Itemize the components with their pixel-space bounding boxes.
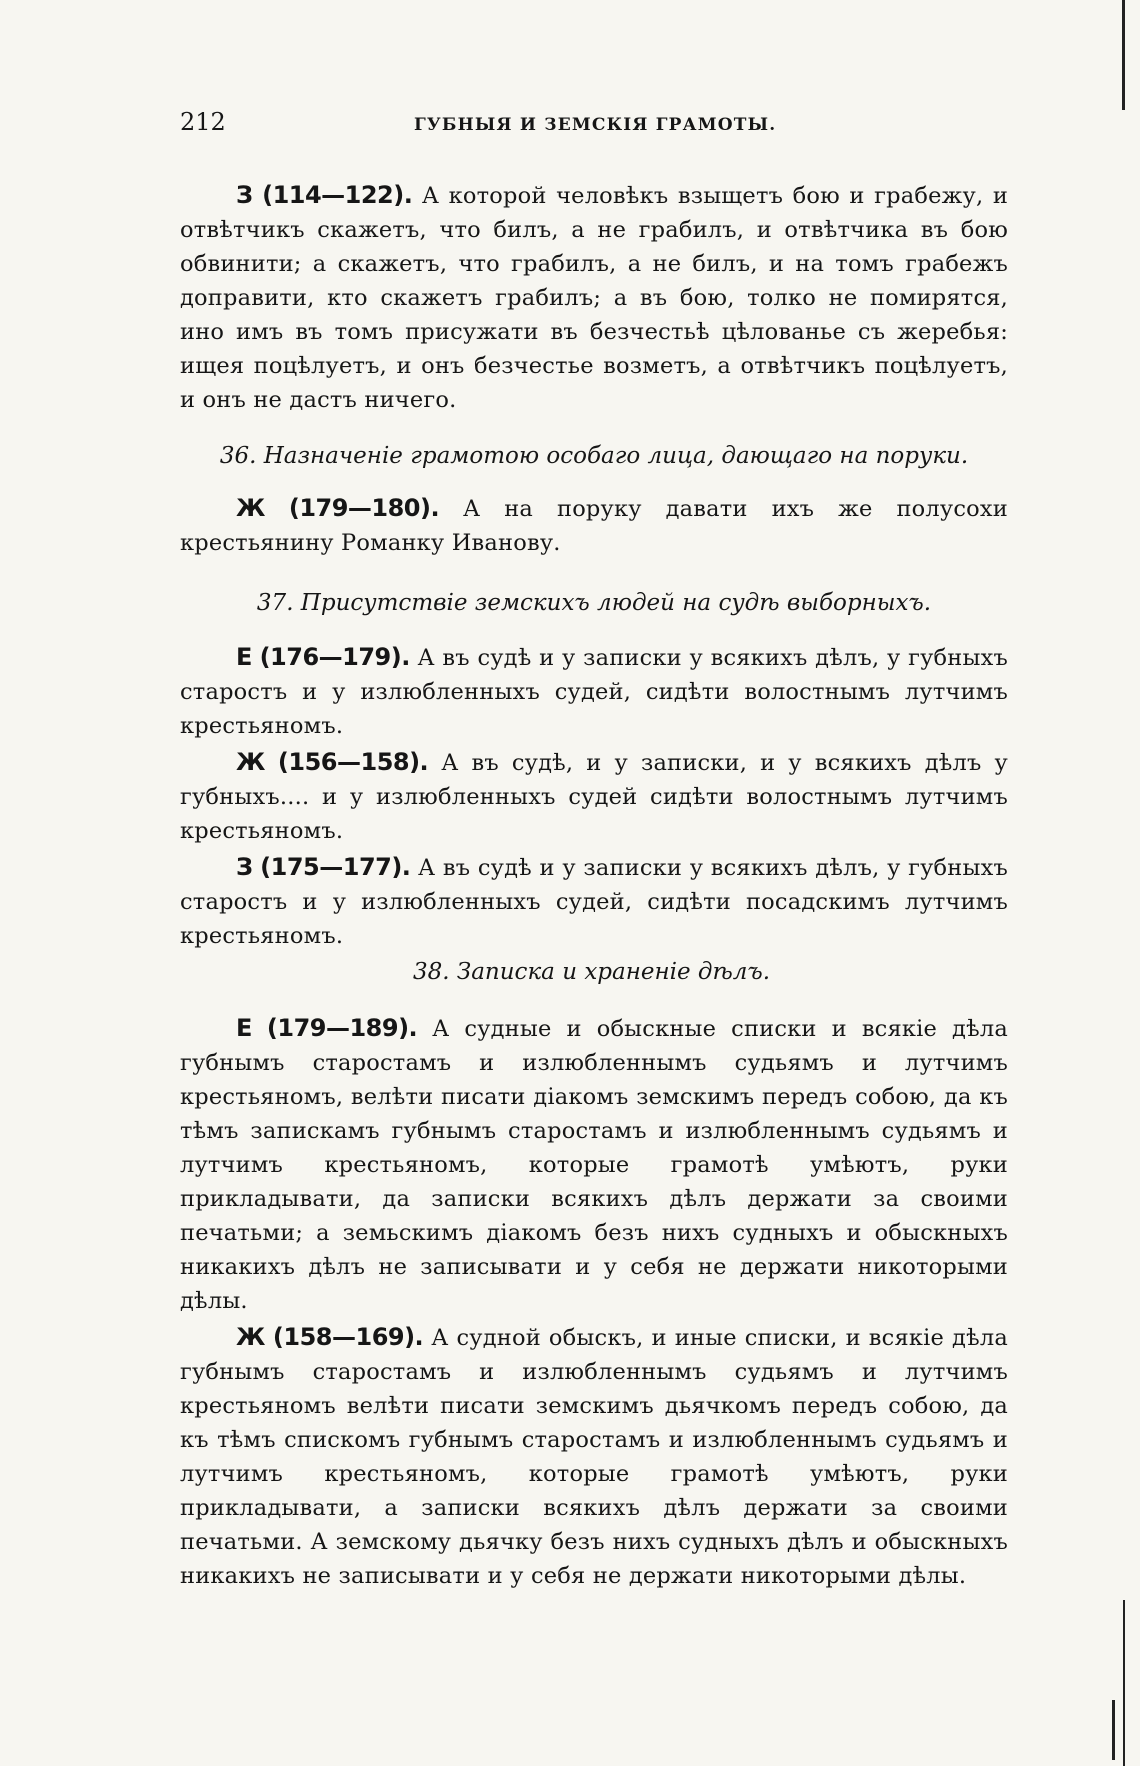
paragraph-zh-156 — [180, 745, 1008, 848]
paragraph-zh-179 — [180, 491, 1008, 560]
paragraph-e-179 — [180, 1011, 1008, 1318]
page-number: 212 — [180, 108, 226, 136]
paragraph-text: А которой человѣкъ взыщетъ бою и грабежу, и отвѣтчикъ скажетъ, что билъ, а не грабилъ, и отвѣтчика въ бою обвинити; а скажетъ, что грабилъ, а не билъ, и на томъ грабежъ доправити, кто скажетъ грабилъ; а въ бою, толко не помирятся, ино имъ въ томъ присужати въ безчестьѣ цѣлованье съ жеребья: ищея поцѣлуетъ, и онъ безчестье возметъ, а отвѣтчикъ поцѣлуетъ, и онъ не дастъ ничего. — [180, 183, 1009, 413]
paragraph-z-175 — [180, 850, 1008, 953]
section-heading-36: 36. Назначеніе грамотою особаго лица, дающаго на поруки. — [219, 443, 969, 469]
section-heading-37: 37. Присутствіе земскихъ людей на судѣ выборныхъ. — [256, 590, 932, 616]
manuscript-siglum: Е — [236, 643, 252, 671]
manuscript-siglum: Ж — [236, 1323, 265, 1351]
page-header — [180, 108, 1008, 142]
paragraph-text: А судной обыскъ, и иные списки, и всякіе дѣла губнымъ старостамъ и излюбленнымъ судьямъ и лутчимъ крестьяномъ велѣти писати земскимъ дьячкомъ передъ собою, да къ тѣмъ спискомъ губнымъ старостамъ и излюбленнымъ судьямъ и лутчимъ крестьяномъ, которые грамотѣ умѣютъ, руки прикладывати, а записки всякихъ дѣлъ держати за своими печатьми. А земскому дьячку безъ нихъ судныхъ дѣлъ и обыскныхъ никакихъ не записывати и у себя не держати никоторыми дѣлы. — [180, 1325, 1008, 1589]
running-title: ГУБНЫЯ И ЗЕМСКІЯ ГРАМОТЫ. — [414, 115, 777, 135]
line-reference: (176—179). — [259, 643, 410, 671]
page-edge-line — [1123, 1600, 1125, 1766]
paragraph-text: А въ судѣ и у записки у всякихъ дѣлъ, у губныхъ старостъ и у излюбленныхъ судей, сидѣти волостнымъ лутчимъ крестьяномъ. — [180, 645, 1009, 739]
page-edge-line — [1122, 0, 1125, 110]
paragraph-e-176 — [180, 640, 1008, 743]
manuscript-siglum: Ж — [236, 494, 265, 522]
paragraph-text: А на поруку давати ихъ же полусохи крестьянину Романку Иванову. — [180, 496, 1008, 556]
manuscript-siglum: Е — [236, 1014, 252, 1042]
section-heading-38: 38. Записка и храненіе дѣлъ. — [413, 959, 771, 985]
paragraph-text: А въ судѣ, и у записки, и у всякихъ дѣлъ у губныхъ.... и у излюбленныхъ судей сидѣти волостнымъ лутчимъ крестьяномъ. — [180, 750, 1008, 844]
paragraph-zh-158 — [180, 1320, 1008, 1593]
document-page — [180, 108, 1008, 1593]
manuscript-siglum: Ж — [236, 748, 265, 776]
line-reference: (156—158). — [277, 748, 429, 776]
line-reference: (158—169). — [272, 1323, 424, 1351]
manuscript-siglum: З — [236, 853, 253, 881]
manuscript-siglum: З — [236, 181, 253, 209]
paragraph-z-114 — [180, 178, 1008, 417]
paragraph-text: А судные и обыскные списки и всякіе дѣла губнымъ старостамъ и излюбленнымъ судьямъ и лутчимъ крестьяномъ, велѣти писати діакомъ земскимъ передъ собою, да къ тѣмъ запискамъ губнымъ старостамъ и излюбленнымъ судьямъ и лутчимъ крестьяномъ, которые грамотѣ умѣютъ, руки прикладывати, да записки всякихъ дѣлъ держати за своими печатьми; а земьскимъ діакомъ безъ нихъ судныхъ и обыскныхъ никакихъ дѣлъ не записывати и у себя не держати никоторыми дѣлы. — [180, 1016, 1008, 1314]
page-edge-line — [1112, 1700, 1115, 1760]
line-reference: (179—180). — [288, 494, 440, 522]
paragraph-text: А въ судѣ и у записки у всякихъ дѣлъ, у губныхъ старостъ и у излюбленныхъ судей, сидѣти посадскимъ лутчимъ крестьяномъ. — [180, 855, 1008, 949]
line-reference: (179—189). — [266, 1014, 418, 1042]
line-reference: (175—177). — [260, 853, 411, 881]
line-reference: (114—122). — [262, 181, 413, 209]
